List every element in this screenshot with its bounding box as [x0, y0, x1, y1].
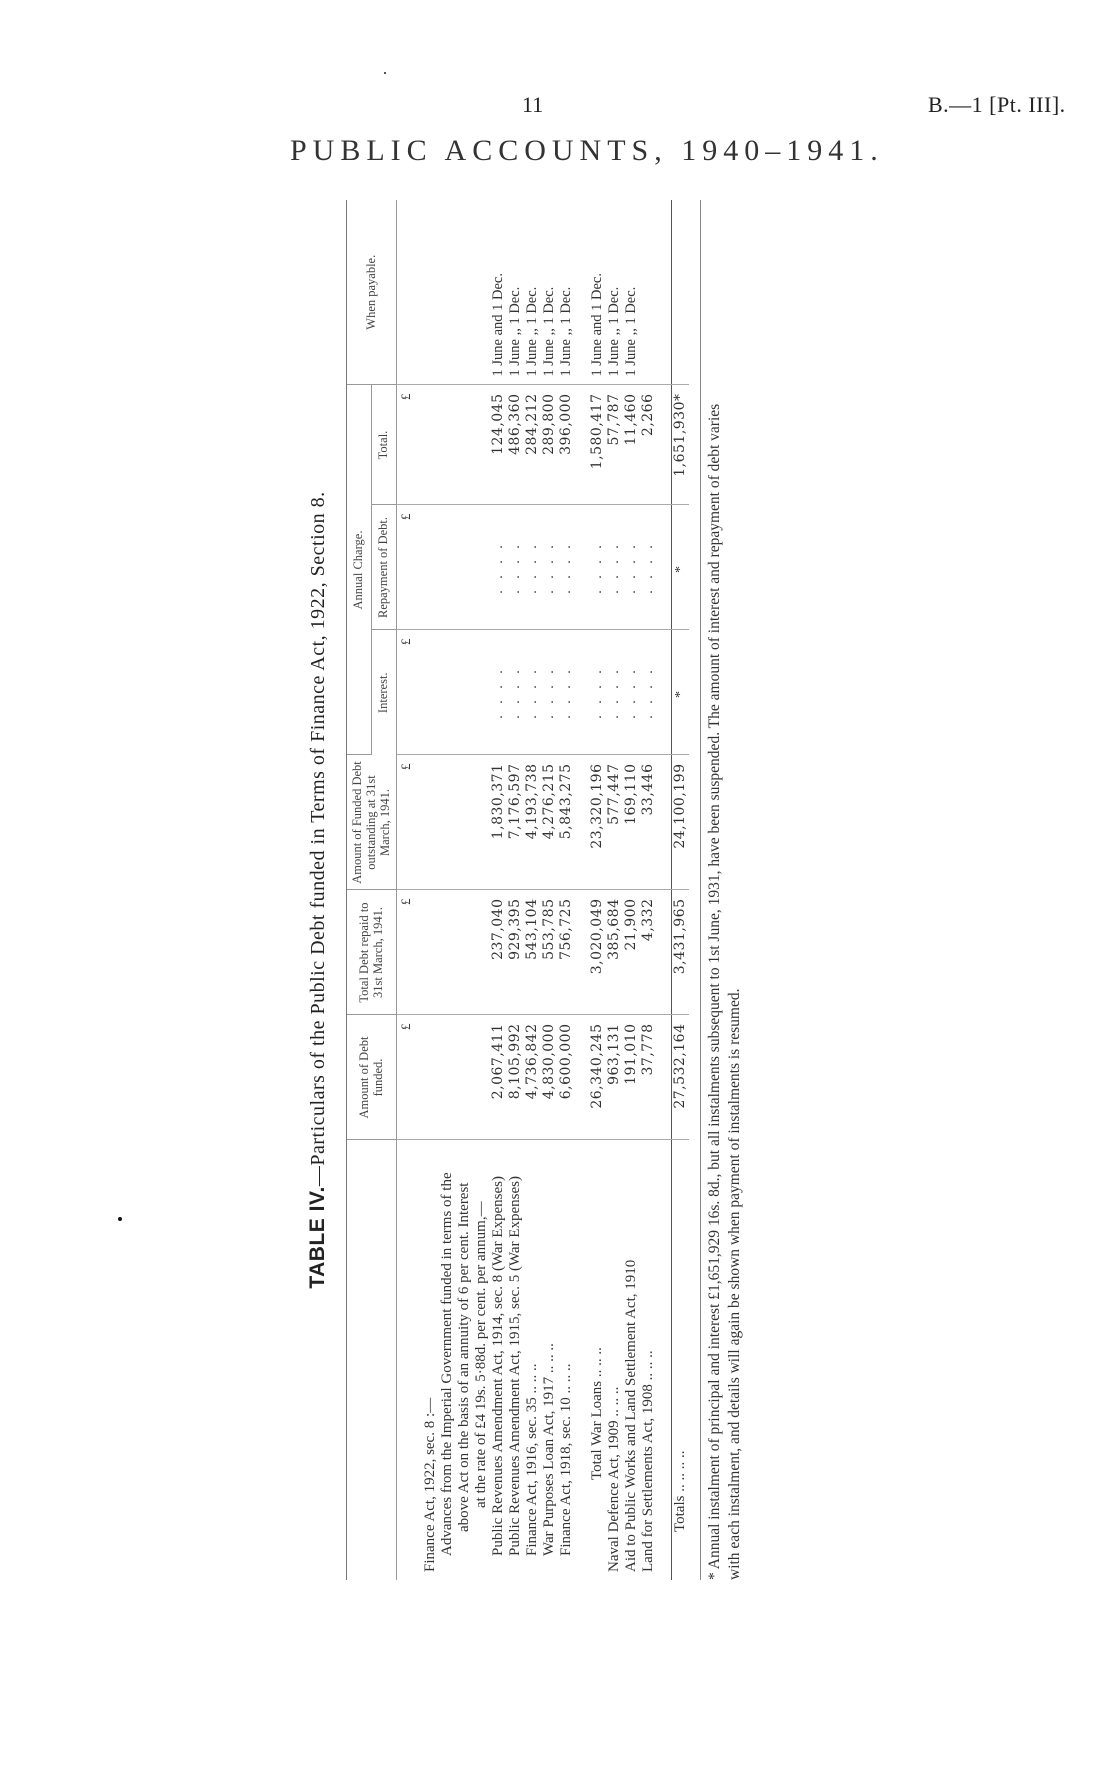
- row-repayment: . . . .: [589, 505, 606, 630]
- row-outstanding: 4,193,738: [524, 755, 541, 890]
- row-description: War Purposes Loan Act, 1917 .. .. ..: [541, 1343, 558, 1556]
- row-outstanding: 33,446: [640, 755, 657, 890]
- row-funded: 26,340,245: [589, 1015, 606, 1140]
- row-repaid: 756,725: [558, 890, 575, 1015]
- row-repayment: . . . .: [507, 505, 524, 630]
- row-interest: . . . .: [640, 630, 657, 755]
- totals-row: [672, 200, 690, 1580]
- row-funded: 963,131: [606, 1015, 623, 1140]
- row-funded: 37,778: [640, 1015, 657, 1140]
- row-total: 396,000: [558, 385, 575, 505]
- header-interest: Interest.: [372, 630, 397, 755]
- row-repayment: . . . .: [541, 505, 558, 630]
- row-funded: 4,830,000: [541, 1015, 558, 1140]
- row-total: 284,212: [524, 385, 541, 505]
- intro-line: at the rate of £4 19s. 5·88d. per cent. per annum,—: [473, 1201, 490, 1508]
- row-when-payable: 1 June ,, 1 Dec.: [507, 200, 524, 385]
- header-outstanding: Amount of Funded Debt outstanding at 31st March, 1941.: [347, 755, 397, 890]
- row-repayment: . . . .: [558, 505, 575, 630]
- row-when-payable: [640, 200, 657, 385]
- intro-line: Advances from the Imperial Government funded in terms of the: [439, 1172, 456, 1556]
- intro-row: [439, 200, 456, 1580]
- intro-row: [456, 200, 473, 1580]
- table-label: TABLE IV.: [306, 1186, 329, 1289]
- row-when-payable: 1 June and 1 Dec.: [490, 200, 507, 385]
- totals-outstanding: 24,100,199: [672, 755, 690, 890]
- page-title: PUBLIC ACCOUNTS, 1940–1941.: [290, 134, 884, 167]
- row-repaid: 385,684: [606, 890, 623, 1015]
- row-when-payable: 1 June ,, 1 Dec.: [541, 200, 558, 385]
- scan-speck: [118, 1217, 122, 1221]
- currency-symbol: £: [397, 1015, 415, 1140]
- row-when-payable: 1 June ,, 1 Dec.: [558, 200, 575, 385]
- row-description: Finance Act, 1916, sec. 35 .. .. ..: [524, 1363, 541, 1556]
- scan-speck: [384, 72, 386, 74]
- row-description: Public Revenues Amendment Act, 1915, sec. 5 (War Expenses): [507, 1176, 524, 1556]
- row-description: Land for Settlements Act, 1908 .. .. ..: [640, 1350, 657, 1572]
- public-debt-table: [346, 200, 689, 1580]
- footnote: [700, 200, 745, 1580]
- currency-symbol: £: [397, 630, 415, 755]
- row-interest: . . . .: [589, 630, 606, 755]
- row-outstanding: 4,276,215: [541, 755, 558, 890]
- row-description: Naval Defence Act, 1909 .. .. ..: [606, 1386, 623, 1572]
- row-total: 2,266: [640, 385, 657, 505]
- currency-symbol: £: [397, 385, 415, 505]
- row-repayment: . . . .: [490, 505, 507, 630]
- header-total-repaid: Total Debt repaid to 31st March, 1941.: [347, 890, 397, 1015]
- footnote-line: * Annual instalment of principal and interest £1,651,929 16s. 8d., but all instalments subsequent to 1st June, 1931, have been suspended. The amount of interest and repayment of debt varies: [706, 403, 723, 1580]
- header-description: [347, 1140, 397, 1580]
- table-row: [490, 200, 507, 1580]
- row-outstanding: 1,830,371: [490, 755, 507, 890]
- row-outstanding: 577,447: [606, 755, 623, 890]
- war-loans-total-row: [589, 200, 606, 1580]
- totals-repayment: *: [672, 505, 690, 630]
- row-funded: 191,010: [623, 1015, 640, 1140]
- page-reference: B.—1 [Pt. III].: [928, 92, 1066, 117]
- row-description: Finance Act, 1918, sec. 10 .. .. ..: [558, 1363, 575, 1556]
- row-repayment: . . . .: [524, 505, 541, 630]
- intro-row: [473, 200, 490, 1580]
- row-repayment: . . . .: [640, 505, 657, 630]
- row-funded: 8,105,992: [507, 1015, 524, 1140]
- row-interest: . . . .: [558, 630, 575, 755]
- row-when-payable: 1 June ,, 1 Dec.: [623, 200, 640, 385]
- header-when-payable: When payable.: [347, 200, 397, 385]
- row-interest: . . . .: [541, 630, 558, 755]
- header-repayment: Repayment of Debt.: [372, 505, 397, 630]
- currency-symbol: £: [397, 890, 415, 1015]
- table-row: [606, 200, 623, 1580]
- row-outstanding: 5,843,275: [558, 755, 575, 890]
- row-funded: 2,067,411: [490, 1015, 507, 1140]
- table-title: [306, 200, 330, 1580]
- row-repaid: 237,040: [490, 890, 507, 1015]
- row-repaid: 929,395: [507, 890, 524, 1015]
- row-total: 1,580,417: [589, 385, 606, 505]
- currency-row: [397, 200, 415, 1580]
- row-repaid: 543,104: [524, 890, 541, 1015]
- intro-line: Finance Act, 1922, sec. 8 :—: [422, 1397, 439, 1572]
- header-total: Total.: [372, 385, 397, 505]
- row-outstanding: 23,320,196: [589, 755, 606, 890]
- row-when-payable: 1 June ,, 1 Dec.: [606, 200, 623, 385]
- table-row: [524, 200, 541, 1580]
- row-outstanding: 169,110: [623, 755, 640, 890]
- row-funded: 4,736,842: [524, 1015, 541, 1140]
- intro-line: above Act on the basis of an annuity of 6 per cent. Interest: [456, 1182, 473, 1532]
- table-row: [558, 200, 575, 1580]
- row-description: Aid to Public Works and Land Settlement Act, 1910: [623, 1259, 640, 1572]
- totals-interest: *: [672, 630, 690, 755]
- row-total: 124,045: [490, 385, 507, 505]
- totals-repaid: 3,431,965: [672, 890, 690, 1015]
- row-interest: . . . .: [623, 630, 640, 755]
- totals-funded: 27,532,164: [672, 1015, 690, 1140]
- row-funded: 6,600,000: [558, 1015, 575, 1140]
- row-description: Total War Loans .. .. ..: [589, 1347, 606, 1480]
- header-annual-charge: Annual Charge.: [347, 385, 372, 755]
- row-outstanding: 7,176,597: [507, 755, 524, 890]
- row-total: 289,800: [541, 385, 558, 505]
- row-repaid: 4,332: [640, 890, 657, 1015]
- row-when-payable: 1 June and 1 Dec.: [589, 200, 606, 385]
- table-row: [640, 200, 657, 1580]
- currency-symbol: £: [397, 505, 415, 630]
- row-interest: . . . .: [524, 630, 541, 755]
- totals-label: Totals .. .. .. ..: [672, 1140, 690, 1580]
- page-number: 11: [522, 92, 544, 117]
- row-repaid: 21,900: [623, 890, 640, 1015]
- row-total: 486,360: [507, 385, 524, 505]
- row-description: Public Revenues Amendment Act, 1914, sec. 8 (War Expenses): [490, 1176, 507, 1556]
- intro-row: [422, 200, 439, 1580]
- row-when-payable: 1 June ,, 1 Dec.: [524, 200, 541, 385]
- row-total: 11,460: [623, 385, 640, 505]
- table-title-text: —Particulars of the Public Debt funded in Terms of Finance Act, 1922, Section 8.: [307, 491, 329, 1187]
- row-interest: . . . .: [507, 630, 524, 755]
- row-interest: . . . .: [606, 630, 623, 755]
- totals-total: 1,651,930*: [672, 385, 690, 505]
- header-amount-funded: Amount of Debt funded.: [347, 1015, 397, 1140]
- table-row: [623, 200, 640, 1580]
- table-row: [507, 200, 524, 1580]
- currency-symbol: £: [397, 755, 415, 890]
- row-repaid: 553,785: [541, 890, 558, 1015]
- row-interest: . . . .: [490, 630, 507, 755]
- row-total: 57,787: [606, 385, 623, 505]
- rotated-table-block: [306, 200, 780, 1580]
- table-row: [541, 200, 558, 1580]
- footnote-line: with each instalment, and details will again be shown when payment of instalments is resumed.: [726, 988, 743, 1580]
- row-repaid: 3,020,049: [589, 890, 606, 1015]
- row-repayment: . . . .: [606, 505, 623, 630]
- row-repayment: . . . .: [623, 505, 640, 630]
